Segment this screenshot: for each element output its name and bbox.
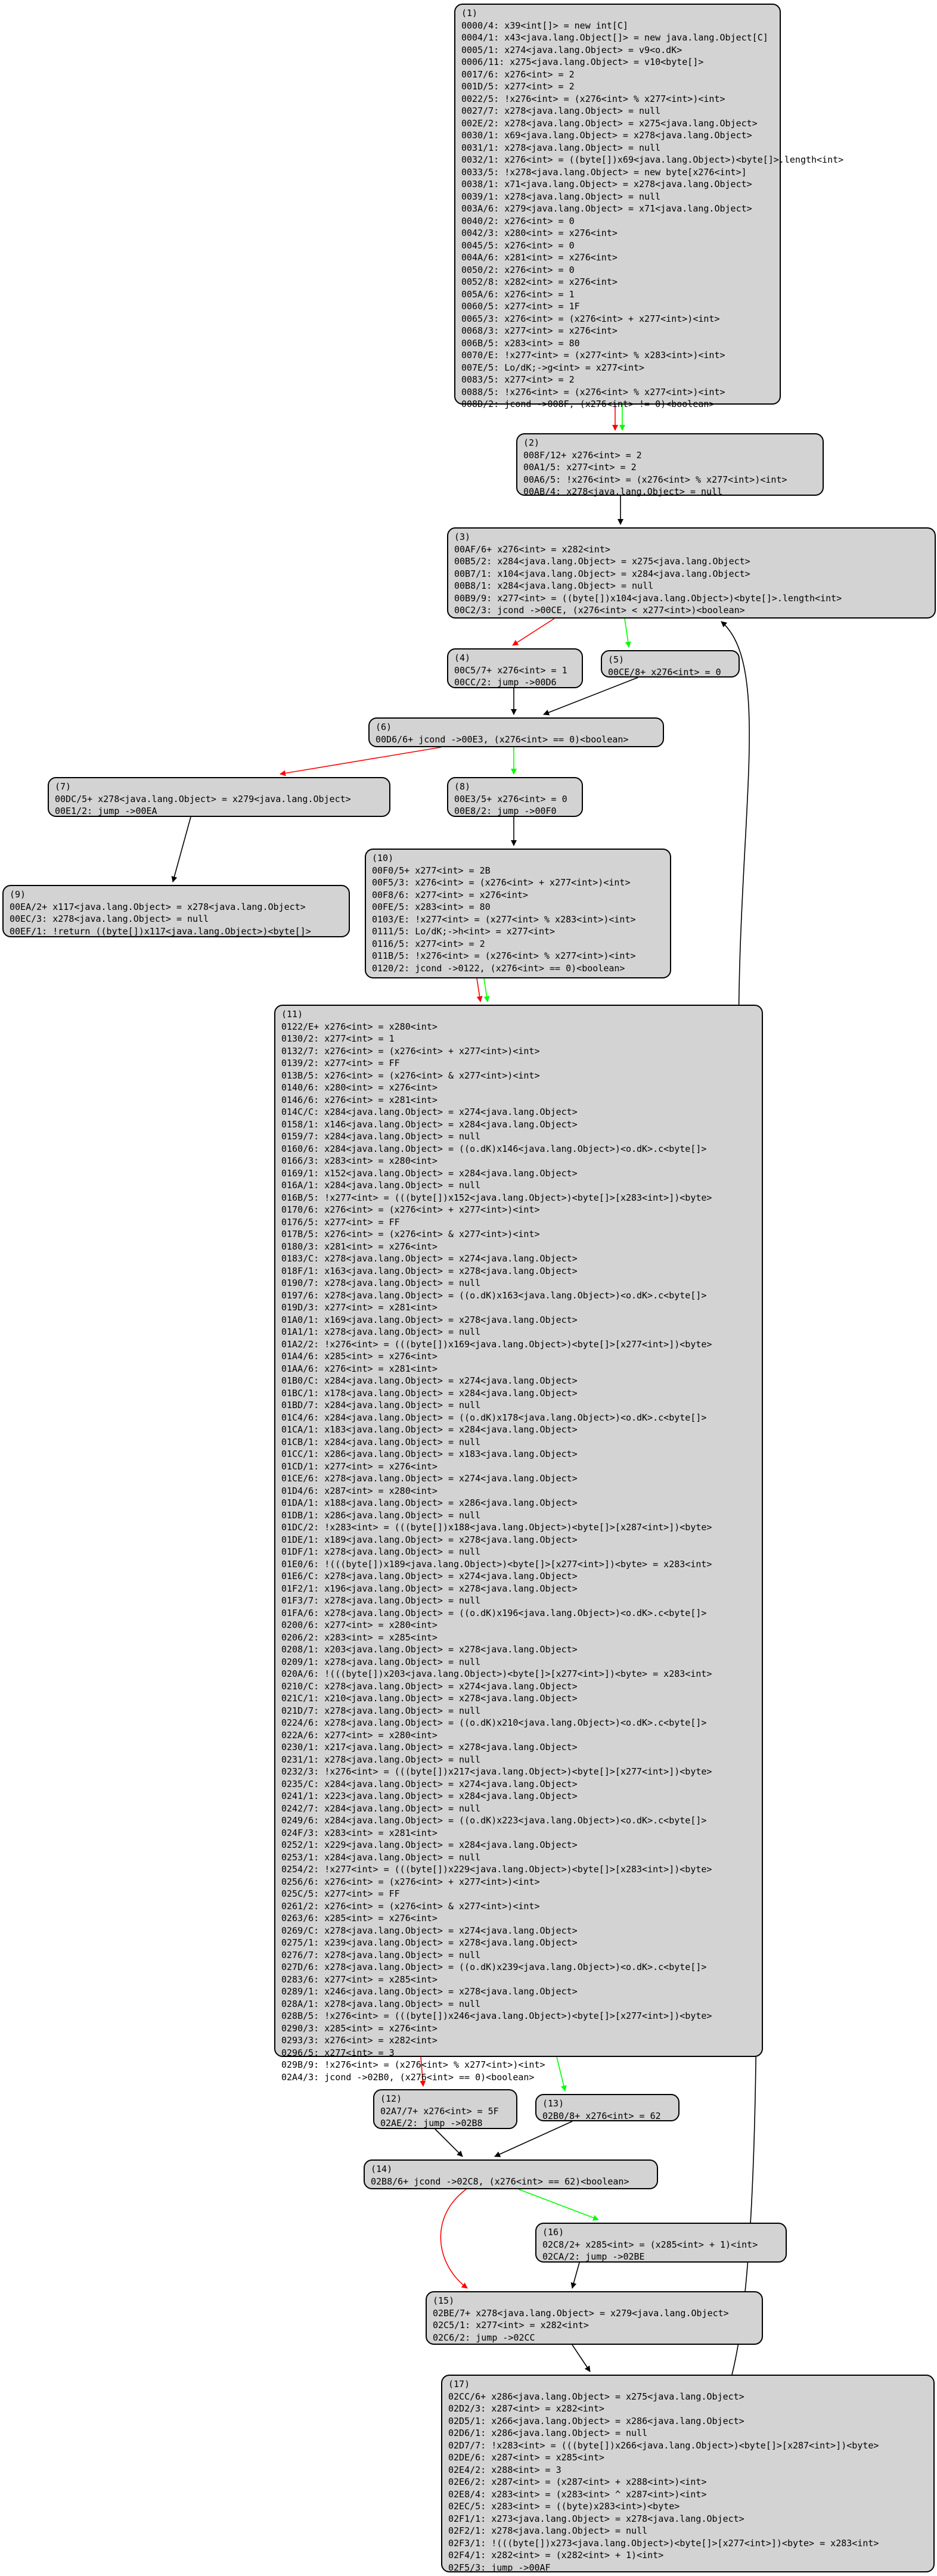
instruction-line: 00F5/3: x276<int> = (x276<int> + x277<int>)<int> (372, 877, 631, 888)
instruction-line: 01D4/6: x287<int> = x280<int> (281, 1485, 438, 1496)
instruction-line: 00F0/5+ x277<int> = 2B (372, 865, 491, 876)
instruction-line: 02F2/1: x278<java.lang.Object> = null (448, 2525, 648, 2536)
instruction-line: 020A/6: !(((byte[])x203<java.lang.Object>)<byte[]>[x277<int>])<byte> = x283<int> (281, 1668, 712, 1679)
instruction-line: 01CB/1: x284<java.lang.Object> = null (281, 1436, 481, 1447)
instruction-line: 02AE/2: jump ->02B8 (380, 2118, 483, 2128)
edge-6-to-7-false (280, 747, 441, 774)
block-label: (4) (454, 652, 471, 663)
edge-15-to-17-default (572, 2345, 590, 2372)
instruction-line: 01B0/C: x284<java.lang.Object> = x274<java.lang.Object> (281, 1375, 578, 1386)
instruction-line: 0263/6: x285<int> = x276<int> (281, 1913, 438, 1924)
instruction-line: 02EC/5: x283<int> = ((byte)x283<int>)<byte> (448, 2501, 680, 2512)
instruction-line: 0038/1: x71<java.lang.Object> = x278<java.lang.Object> (461, 179, 752, 189)
instruction-line: 0017/6: x276<int> = 2 (461, 69, 575, 80)
edge-10-to-11-true (484, 978, 488, 1002)
basic-block-2 (516, 433, 824, 496)
basic-block-8 (447, 777, 583, 817)
instruction-line: 0050/2: x276<int> = 0 (461, 264, 575, 275)
instruction-line: 00DC/5+ x278<java.lang.Object> = x279<java.lang.Object> (55, 793, 351, 804)
instruction-line: 0045/5: x276<int> = 0 (461, 240, 575, 251)
instruction-line: 0296/5: x277<int> = 3 (281, 2047, 395, 2058)
instruction-line: 0231/1: x278<java.lang.Object> = null (281, 1754, 481, 1765)
instruction-line: 02F4/1: x282<int> = (x282<int> + 1)<int> (448, 2550, 664, 2561)
instruction-line: 028B/5: !x276<int> = (((byte[])x246<java.lang.Object>)<byte[]>[x277<int>])<byte> (281, 2011, 712, 2021)
instruction-line: 0158/1: x146<java.lang.Object> = x284<java.lang.Object> (281, 1118, 578, 1130)
instruction-line: 00AB/4: x278<java.lang.Object> = null (523, 486, 723, 497)
instruction-line: 01F2/1: x196<java.lang.Object> = x278<java.lang.Object> (281, 1583, 578, 1594)
edge-14-to-15-false (440, 2189, 467, 2288)
instruction-line: 0140/6: x280<int> = x276<int> (281, 1082, 438, 1093)
basic-block-11 (274, 1005, 763, 2083)
instruction-line: 01A0/1: x169<java.lang.Object> = x278<java.lang.Object> (281, 1314, 578, 1325)
instruction-line: 01BD/7: x284<java.lang.Object> = null (281, 1400, 481, 1410)
basic-block-16 (535, 2223, 787, 2263)
instruction-line: 00B9/9: x277<int> = ((byte[])x104<java.lang.Object>)<byte[]>.length<int> (454, 592, 842, 604)
instruction-line: 0122/E+ x276<int> = x280<int> (281, 1021, 438, 1032)
instruction-line: 0190/7: x278<java.lang.Object> = null (281, 1278, 481, 1288)
instruction-line: 0169/1: x152<java.lang.Object> = x284<java.lang.Object> (281, 1167, 578, 1179)
instruction-line: 011B/5: !x276<int> = (x276<int> % x277<int>)<int> (372, 950, 636, 961)
edge-16-to-15-default (572, 2263, 579, 2288)
block-label: (11) (281, 1009, 303, 1020)
instruction-line: 01CE/6: x278<java.lang.Object> = x274<java.lang.Object> (281, 1473, 578, 1484)
instruction-line: 013B/5: x276<int> = (x276<int> & x277<int>)<int> (281, 1070, 540, 1081)
instruction-line: 00E1/2: jump ->00EA (55, 806, 157, 816)
instruction-line: 0293/3: x276<int> = x282<int> (281, 2035, 438, 2046)
instruction-line: 01E6/C: x278<java.lang.Object> = x274<java.lang.Object> (281, 1571, 578, 1581)
instruction-line: 02F5/3: jump ->00AF (448, 2562, 551, 2573)
instruction-line: 0253/1: x284<java.lang.Object> = null (281, 1851, 481, 1863)
instruction-line: 004A/6: x281<int> = x276<int> (461, 252, 618, 263)
instruction-line: 00D6/6+ jcond ->00E3, (x276<int> == 0)<boolean> (376, 734, 629, 745)
edge-3-to-4-false (513, 619, 554, 645)
instruction-line: 02CC/6+ x286<java.lang.Object> = x275<java.lang.Object> (448, 2391, 744, 2402)
instruction-line: 02E4/2: x288<int> = 3 (448, 2464, 561, 2475)
instruction-line: 0000/4: x39<int[]> = new int[C] (461, 20, 628, 31)
basic-block-17 (441, 2375, 935, 2572)
instruction-line: 0052/8: x282<int> = x276<int> (461, 276, 618, 287)
instruction-line: 0088/5: !x276<int> = (x276<int> % x277<int>)<int> (461, 386, 725, 397)
instruction-line: 0027/7: x278<java.lang.Object> = null (461, 105, 661, 116)
basic-block-6 (368, 717, 664, 747)
instruction-line: 0111/5: Lo/dK;->h<int> = x277<int> (372, 926, 556, 937)
instruction-line: 008D/2: jcond ->008F, (x276<int> != 0)<boolean> (461, 399, 715, 409)
instruction-line: 016A/1: x284<java.lang.Object> = null (281, 1180, 481, 1191)
block-label: (3) (454, 532, 471, 542)
instruction-line: 0139/2: x277<int> = FF (281, 1058, 400, 1068)
instruction-line: 0261/2: x276<int> = (x276<int> & x277<int>)<int> (281, 1900, 540, 1912)
instruction-line: 00AF/6+ x276<int> = x282<int> (454, 543, 610, 555)
instruction-line: 02C6/2: jump ->02CC (433, 2332, 535, 2343)
instruction-line: 02C8/2+ x285<int> = (x285<int> + 1)<int> (542, 2239, 758, 2250)
instruction-line: 01A1/1: x278<java.lang.Object> = null (281, 1326, 481, 1337)
instruction-line: 02E6/2: x287<int> = (x287<int> + x288<int>)<int> (448, 2476, 707, 2487)
instruction-line: 00B7/1: x104<java.lang.Object> = x284<java.lang.Object> (454, 568, 750, 579)
instruction-line: 0065/3: x276<int> = (x276<int> + x277<int>)<int> (461, 313, 720, 324)
instruction-line: 0159/7: x284<java.lang.Object> = null (281, 1131, 481, 1142)
instruction-line: 019D/3: x277<int> = x281<int> (281, 1302, 438, 1313)
instruction-line: 006B/5: x283<int> = 80 (461, 337, 580, 349)
instruction-line: 00EF/1: !return ((byte[])x117<java.lang.Object>)<byte[]> (10, 925, 311, 937)
instruction-line: 01F3/7: x278<java.lang.Object> = null (281, 1595, 481, 1606)
instruction-line: 00A1/5: x277<int> = 2 (523, 462, 637, 473)
instruction-line: 00EA/2+ x117<java.lang.Object> = x278<java.lang.Object> (10, 901, 306, 912)
instruction-line: 02A4/3: jcond ->02B0, (x276<int> == 0)<boolean> (281, 2071, 535, 2083)
instruction-line: 00C2/3: jcond ->00CE, (x276<int> < x277<int>)<boolean> (454, 605, 745, 616)
instruction-line: 02B0/8+ x276<int> = 62 (542, 2110, 661, 2121)
instruction-line: 0208/1: x203<java.lang.Object> = x278<java.lang.Object> (281, 1644, 578, 1655)
instruction-line: 0031/1: x278<java.lang.Object> = null (461, 142, 661, 153)
instruction-line: 0252/1: x229<java.lang.Object> = x284<java.lang.Object> (281, 1839, 578, 1850)
instruction-line: 0042/3: x280<int> = x276<int> (461, 228, 618, 238)
instruction-line: 00CC/2: jump ->00D6 (454, 677, 557, 688)
basic-block-5 (601, 650, 740, 678)
instruction-line: 014C/C: x284<java.lang.Object> = x274<java.lang.Object> (281, 1107, 578, 1117)
block-label: (5) (608, 654, 625, 665)
instruction-line: 0197/6: x278<java.lang.Object> = ((o.dK)x163<java.lang.Object>)<o.dK>.c<byte[]> (281, 1289, 707, 1301)
instruction-line: 0183/C: x278<java.lang.Object> = x274<java.lang.Object> (281, 1253, 578, 1264)
instruction-line: 0242/7: x284<java.lang.Object> = null (281, 1803, 481, 1814)
instruction-line: 01DE/1: x189<java.lang.Object> = x278<java.lang.Object> (281, 1534, 578, 1545)
instruction-line: 00E3/5+ x276<int> = 0 (454, 793, 567, 804)
instruction-line: 0241/1: x223<java.lang.Object> = x284<java.lang.Object> (281, 1791, 578, 1801)
block-label: (15) (433, 2295, 455, 2306)
basic-block-13 (535, 2094, 680, 2121)
instruction-line: 0206/2: x283<int> = x285<int> (281, 1632, 438, 1643)
instruction-line: 01C4/6: x284<java.lang.Object> = ((o.dK)x178<java.lang.Object>)<o.dK>.c<byte[]> (281, 1412, 707, 1423)
instruction-line: 0083/5: x277<int> = 2 (461, 374, 575, 385)
instruction-line: 0290/3: x285<int> = x276<int> (281, 2022, 438, 2034)
instruction-line: 02BE/7+ x278<java.lang.Object> = x279<java.lang.Object> (433, 2307, 729, 2319)
instruction-line: 0006/11: x275<java.lang.Object> = v10<byte[]> (461, 57, 704, 67)
instruction-line: 0249/6: x284<java.lang.Object> = ((o.dK)x223<java.lang.Object>)<o.dK>.c<byte[]> (281, 1815, 707, 1826)
edge-7-to-9-default (173, 817, 191, 882)
instruction-line: 017B/5: x276<int> = (x276<int> & x277<int>)<int> (281, 1229, 540, 1239)
instruction-line: 0033/5: !x278<java.lang.Object> = new byte[x276<int>] (461, 166, 747, 178)
instruction-line: 0200/6: x277<int> = x280<int> (281, 1620, 438, 1630)
basic-block-10 (365, 849, 671, 978)
instruction-line: 02F1/1: x273<java.lang.Object> = x278<java.lang.Object> (448, 2513, 744, 2524)
instruction-line: 016B/5: !x277<int> = (((byte[])x152<java.lang.Object>)<byte[]>[x283<int>])<byte> (281, 1192, 712, 1203)
instruction-line: 0180/3: x281<int> = x276<int> (281, 1241, 438, 1252)
instruction-line: 01A2/2: !x276<int> = (((byte[])x169<java.lang.Object>)<byte[]>[x277<int>])<byte> (281, 1338, 712, 1350)
instruction-line: 001D/5: x277<int> = 2 (461, 81, 575, 92)
instruction-line: 029B/9: !x276<int> = (x276<int> % x277<int>)<int> (281, 2059, 545, 2070)
basic-block-15 (426, 2291, 763, 2345)
instruction-line: 01A4/6: x285<int> = x276<int> (281, 1351, 438, 1362)
instruction-line: 0146/6: x276<int> = x281<int> (281, 1094, 438, 1105)
instruction-line: 00EC/3: x278<java.lang.Object> = null (10, 913, 209, 924)
block-label: (13) (542, 2098, 564, 2109)
instruction-line: 0004/1: x43<java.lang.Object[]> = new java.lang.Object[C] (461, 32, 768, 43)
instruction-line: 021D/7: x278<java.lang.Object> = null (281, 1705, 481, 1716)
instruction-line: 0070/E: !x277<int> = (x277<int> % x283<int>)<int> (461, 350, 725, 361)
instruction-line: 0160/6: x284<java.lang.Object> = ((o.dK)x146<java.lang.Object>)<o.dK>.c<byte[]> (281, 1143, 707, 1154)
instruction-line: 002E/2: x278<java.lang.Object> = x275<java.lang.Object> (461, 117, 758, 129)
instruction-line: 01E0/6: !(((byte[])x189<java.lang.Object>)<byte[]>[x277<int>])<byte> = x283<int> (281, 1558, 712, 1570)
instruction-line: 00A6/5: !x276<int> = (x276<int> % x277<int>)<int> (523, 474, 787, 485)
instruction-line: 0235/C: x284<java.lang.Object> = x274<java.lang.Object> (281, 1778, 578, 1789)
edge-10-to-11-false (477, 978, 480, 1002)
instruction-line: 027D/6: x278<java.lang.Object> = ((o.dK)x239<java.lang.Object>)<o.dK>.c<byte[]> (281, 1962, 707, 1972)
basic-block-14 (364, 2159, 658, 2189)
block-label: (9) (10, 889, 26, 900)
basic-block-9 (2, 885, 350, 937)
block-label: (10) (372, 853, 394, 863)
instruction-line: 0032/1: x276<int> = ((byte[])x69<java.lang.Object>)<byte[]>.length<int> (461, 154, 844, 165)
block-label: (17) (448, 2379, 470, 2389)
instruction-line: 02A7/7+ x276<int> = 5F (380, 2105, 499, 2117)
block-label: (2) (523, 437, 540, 448)
basic-block-3 (447, 527, 936, 619)
edge-3-to-5-true (625, 619, 629, 647)
instruction-line: 005A/6: x276<int> = 1 (461, 288, 575, 300)
edge-12-to-14-default (435, 2129, 463, 2156)
instruction-line: 02D2/3: x287<int> = x282<int> (448, 2403, 604, 2414)
instruction-line: 0232/3: !x276<int> = (((byte[])x217<java.lang.Object>)<byte[]>[x277<int>])<byte> (281, 1766, 712, 1777)
instruction-line: 028A/1: x278<java.lang.Object> = null (281, 1998, 481, 2009)
block-label: (7) (55, 781, 72, 792)
instruction-line: 01DA/1: x188<java.lang.Object> = x286<java.lang.Object> (281, 1497, 578, 1508)
basic-block-7 (48, 777, 390, 817)
instruction-line: 02E8/4: x283<int> = (x283<int> ^ x287<int>)<int> (448, 2488, 707, 2500)
instruction-line: 01AA/6: x276<int> = x281<int> (281, 1363, 438, 1374)
instruction-line: 01CA/1: x183<java.lang.Object> = x284<java.lang.Object> (281, 1424, 578, 1435)
instruction-line: 0289/1: x246<java.lang.Object> = x278<java.lang.Object> (281, 1986, 578, 1997)
instruction-line: 02D5/1: x266<java.lang.Object> = x286<java.lang.Object> (448, 2415, 744, 2426)
instruction-line: 0005/1: x274<java.lang.Object> = v9<o.dK> (461, 44, 682, 55)
block-label: (8) (454, 781, 471, 792)
instruction-line: 02D6/1: x286<java.lang.Object> = null (448, 2428, 648, 2438)
instruction-line: 01DB/1: x286<java.lang.Object> = null (281, 1509, 481, 1521)
instruction-line: 0068/3: x277<int> = x276<int> (461, 325, 618, 336)
block-label: (16) (542, 2227, 564, 2238)
instruction-line: 021C/1: x210<java.lang.Object> = x278<java.lang.Object> (281, 1693, 578, 1704)
block-label: (14) (371, 2164, 393, 2174)
basic-block-4 (447, 648, 583, 688)
instruction-line: 018F/1: x163<java.lang.Object> = x278<java.lang.Object> (281, 1265, 578, 1276)
instruction-line: 0210/C: x278<java.lang.Object> = x274<java.lang.Object> (281, 1680, 578, 1692)
instruction-line: 0254/2: !x277<int> = (((byte[])x229<java.lang.Object>)<byte[]>[x283<int>])<byte> (281, 1864, 712, 1875)
instruction-line: 02C5/1: x277<int> = x282<int> (433, 2320, 589, 2330)
instruction-line: 0130/2: x277<int> = 1 (281, 1033, 395, 1044)
instruction-line: 00E8/2: jump ->00F0 (454, 806, 557, 816)
instruction-line: 00CE/8+ x276<int> = 0 (608, 666, 721, 678)
basic-block-12 (373, 2089, 517, 2129)
instruction-line: 0120/2: jcond ->0122, (x276<int> == 0)<boolean> (372, 962, 625, 974)
instruction-line: 0275/1: x239<java.lang.Object> = x278<java.lang.Object> (281, 1937, 578, 1948)
instruction-line: 0224/6: x278<java.lang.Object> = ((o.dK)x210<java.lang.Object>)<o.dK>.c<byte[]> (281, 1717, 707, 1728)
instruction-line: 0269/C: x278<java.lang.Object> = x274<java.lang.Object> (281, 1925, 578, 1936)
instruction-line: 0176/5: x277<int> = FF (281, 1216, 400, 1228)
instruction-line: 00B8/1: x284<java.lang.Object> = null (454, 580, 654, 591)
instruction-line: 02F3/1: !(((byte[])x273<java.lang.Object>)<byte[]>[x277<int>])<byte> = x283<int> (448, 2537, 879, 2549)
instruction-line: 0040/2: x276<int> = 0 (461, 215, 575, 226)
instruction-line: 02CA/2: jump ->02BE (542, 2251, 645, 2262)
instruction-line: 00FE/5: x283<int> = 80 (372, 902, 491, 912)
instruction-line: 0256/6: x276<int> = (x276<int> + x277<int>)<int> (281, 1876, 540, 1887)
instruction-line: 00B5/2: x284<java.lang.Object> = x275<java.lang.Object> (454, 556, 750, 567)
instruction-line: 00F8/6: x277<int> = x276<int> (372, 889, 528, 900)
instruction-line: 01CD/1: x277<int> = x276<int> (281, 1461, 438, 1472)
block-label: (6) (376, 722, 392, 732)
instruction-line: 01BC/1: x178<java.lang.Object> = x284<java.lang.Object> (281, 1387, 578, 1399)
edge-14-to-16-true (519, 2189, 598, 2220)
instruction-line: 02D7/7: !x283<int> = (((byte[])x266<java.lang.Object>)<byte[]>[x287<int>])<byte> (448, 2440, 879, 2451)
instruction-line: 0103/E: !x277<int> = (x277<int> % x283<int>)<int> (372, 913, 636, 925)
basic-block-1 (454, 4, 844, 409)
instruction-line: 0209/1: x278<java.lang.Object> = null (281, 1656, 481, 1667)
instruction-line: 02B8/6+ jcond ->02C8, (x276<int> == 62)<boolean> (371, 2176, 629, 2187)
instruction-line: 00C5/7+ x276<int> = 1 (454, 664, 567, 676)
instruction-line: 0132/7: x276<int> = (x276<int> + x277<int>)<int> (281, 1045, 540, 1056)
instruction-line: 01DF/1: x278<java.lang.Object> = null (281, 1546, 481, 1557)
instruction-line: 0039/1: x278<java.lang.Object> = null (461, 191, 661, 202)
instruction-line: 003A/6: x279<java.lang.Object> = x71<java.lang.Object> (461, 203, 752, 214)
instruction-line: 0230/1: x217<java.lang.Object> = x278<java.lang.Object> (281, 1742, 578, 1752)
instruction-line: 01FA/6: x278<java.lang.Object> = ((o.dK)x196<java.lang.Object>)<o.dK>.c<byte[]> (281, 1607, 707, 1618)
instruction-line: 0116/5: x277<int> = 2 (372, 938, 485, 949)
instruction-line: 0166/3: x283<int> = x280<int> (281, 1155, 438, 1166)
instruction-line: 0030/1: x69<java.lang.Object> = x278<java.lang.Object> (461, 130, 752, 141)
instruction-line: 022A/6: x277<int> = x280<int> (281, 1729, 438, 1741)
instruction-line: 007E/5: Lo/dK;->g<int> = x277<int> (461, 362, 645, 373)
instruction-line: 0276/7: x278<java.lang.Object> = null (281, 1949, 481, 1960)
instruction-line: 0170/6: x276<int> = (x276<int> + x277<int>)<int> (281, 1204, 540, 1215)
block-label: (1) (461, 8, 478, 18)
instruction-line: 0022/5: !x276<int> = (x276<int> % x277<int>)<int> (461, 93, 725, 104)
instruction-line: 0283/6: x277<int> = x285<int> (281, 1974, 438, 1985)
block-label: (12) (380, 2093, 402, 2104)
instruction-line: 008F/12+ x276<int> = 2 (523, 449, 642, 461)
instruction-line: 01DC/2: !x283<int> = (((byte[])x188<java.lang.Object>)<byte[]>[x287<int>])<byte> (281, 1522, 712, 1533)
instruction-line: 01CC/1: x286<java.lang.Object> = x183<java.lang.Object> (281, 1449, 578, 1459)
instruction-line: 025C/5: x277<int> = FF (281, 1888, 400, 1899)
instruction-line: 02DE/6: x287<int> = x285<int> (448, 2452, 604, 2463)
instruction-line: 0060/5: x277<int> = 1F (461, 301, 580, 312)
instruction-line: 024F/3: x283<int> = x281<int> (281, 1827, 438, 1838)
